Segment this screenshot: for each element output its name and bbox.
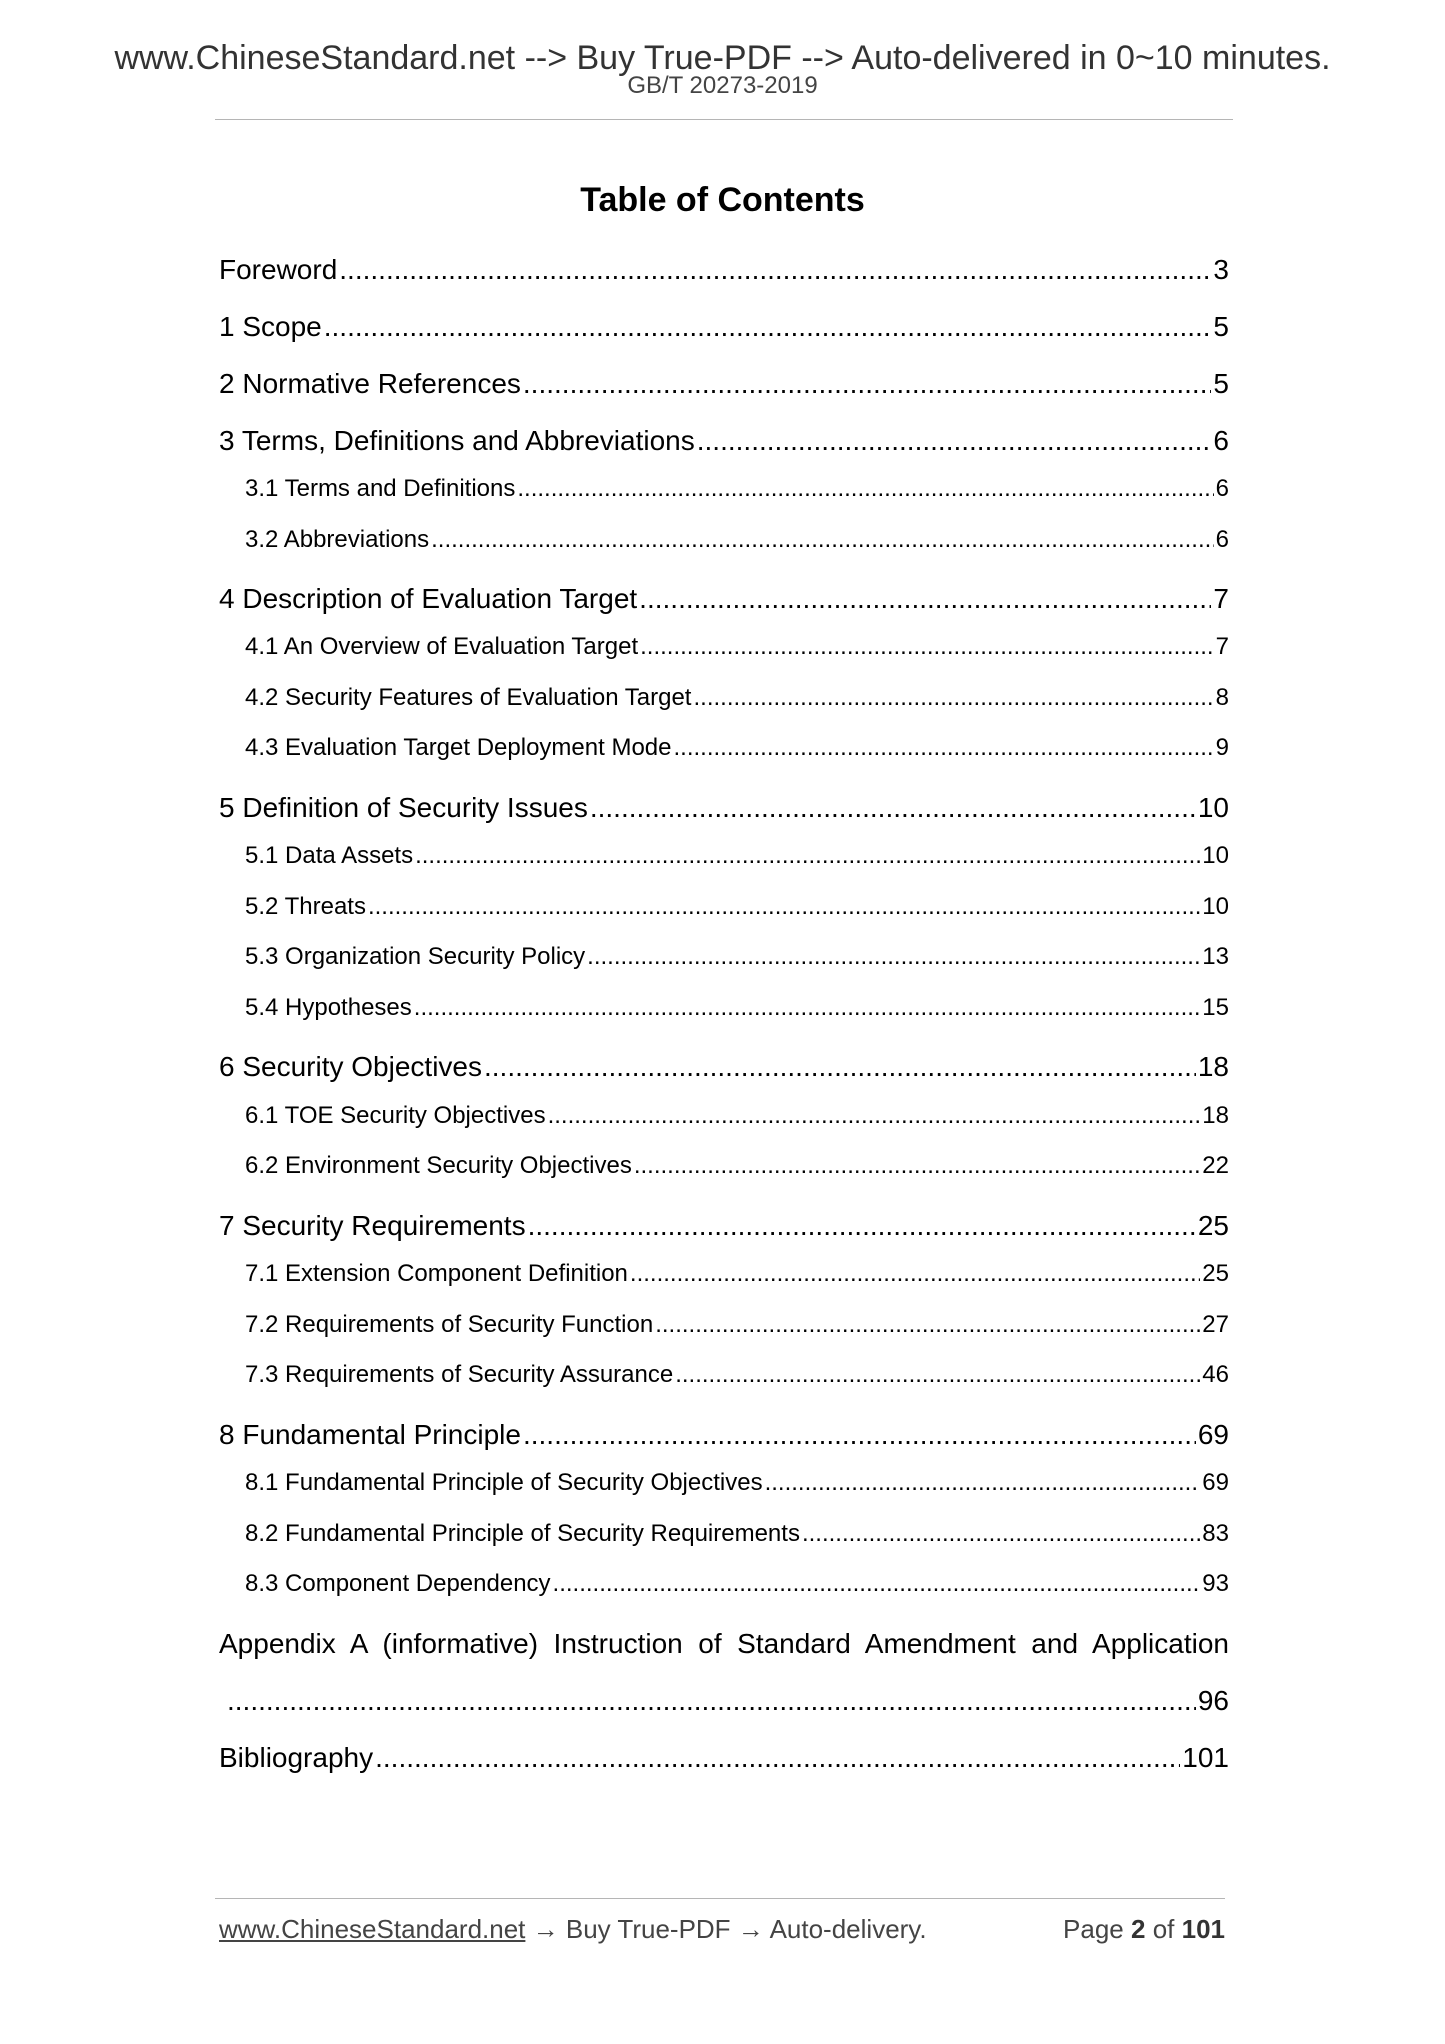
toc-entry-label: 5.2 Threats — [245, 893, 366, 920]
toc-entry-terms[interactable] — [219, 424, 1229, 458]
of-word: of — [1152, 1914, 1175, 1944]
toc-entry-appendix-continuation — [227, 1684, 1229, 1718]
toc-title: Table of Contents — [580, 181, 865, 219]
toc-entry-abbreviations[interactable] — [245, 525, 1229, 555]
toc-entry-environment-objectives[interactable] — [245, 1151, 1229, 1181]
toc-entry-deployment-mode[interactable] — [245, 733, 1229, 763]
toc-entry-label: 7.3 Requirements of Security Assurance — [245, 1361, 674, 1388]
toc-entry-evaluation-target[interactable] — [219, 582, 1229, 616]
dot-leader — [673, 733, 1213, 763]
toc-entry-data-assets[interactable] — [245, 841, 1229, 871]
toc-entry-label: 5.1 Data Assets — [245, 842, 414, 869]
toc-entry-page: 46 — [1202, 1361, 1229, 1388]
toc-entry-normative-references[interactable] — [219, 367, 1229, 401]
dot-leader — [553, 1569, 1201, 1599]
toc-entry-label: 7 Security Requirements — [219, 1210, 526, 1241]
toc-entry-security-function[interactable] — [245, 1310, 1229, 1340]
toc-entry-toe-objectives[interactable] — [245, 1101, 1229, 1131]
toc-entry-security-issues[interactable] — [219, 791, 1229, 825]
toc-entry-label: 4 Description of Evaluation Target — [219, 583, 638, 614]
toc-entry-page: 18 — [1202, 1102, 1229, 1129]
dot-leader — [523, 367, 1212, 401]
dot-leader — [324, 310, 1212, 344]
toc-entry-page: 93 — [1202, 1570, 1229, 1597]
toc-entry-label: 3.2 Abbreviations — [245, 526, 430, 553]
toc-entry-page: 6 — [1215, 475, 1229, 502]
dot-leader — [517, 474, 1213, 504]
toc-entry-label: 8.1 Fundamental Principle of Security Objectives — [245, 1469, 763, 1496]
toc-entry-page: 3 — [1213, 254, 1229, 285]
toc-entry-security-assurance[interactable] — [245, 1360, 1229, 1390]
toc-entry-page: 18 — [1197, 1051, 1229, 1082]
dot-leader — [548, 1101, 1201, 1131]
toc-entry-page: 5 — [1213, 311, 1229, 342]
dot-leader — [375, 1741, 1180, 1775]
toc-entry-security-objectives[interactable] — [219, 1050, 1229, 1084]
toc-entry-label: 7.1 Extension Component Definition — [245, 1260, 628, 1287]
site-banner: www.ChineseStandard.net --> Buy True-PDF --> Auto-delivered in 0~10 minutes. — [114, 39, 1331, 77]
toc-entry-scope[interactable] — [219, 310, 1229, 344]
toc-entry-page: 69 — [1202, 1469, 1229, 1496]
dot-leader — [587, 942, 1200, 972]
footer-divider — [215, 1898, 1225, 1899]
toc-entry-label: 4.1 An Overview of Evaluation Target — [245, 633, 639, 660]
toc-entry-page: 10 — [1197, 792, 1229, 823]
toc-entry-page: 101 — [1182, 1742, 1229, 1773]
dot-leader — [639, 582, 1211, 616]
dot-leader — [523, 1418, 1196, 1452]
dot-leader — [368, 892, 1200, 922]
toc-entry-page: 83 — [1202, 1520, 1229, 1547]
toc-entry-page: 96 — [1197, 1685, 1229, 1716]
toc-entry-label: Appendix A (informative) Instruction of Standard Amendment and Application — [219, 1628, 1229, 1659]
toc-entry-overview[interactable] — [245, 632, 1229, 662]
dot-leader — [431, 525, 1214, 555]
toc-entry-page: 13 — [1202, 943, 1229, 970]
dot-leader — [484, 1050, 1196, 1084]
dot-leader — [339, 253, 1211, 287]
toc-entry-security-requirements[interactable] — [219, 1209, 1229, 1243]
toc-entry-page: 25 — [1197, 1210, 1229, 1241]
toc-entry-extension-component[interactable] — [245, 1259, 1229, 1289]
toc-entry-page: 6 — [1215, 526, 1229, 553]
toc-entry-page: 10 — [1202, 893, 1229, 920]
toc-entry-bibliography[interactable] — [219, 1741, 1229, 1775]
toc-entry-label: 7.2 Requirements of Security Function — [245, 1311, 654, 1338]
dot-leader — [697, 424, 1212, 458]
dot-leader — [630, 1259, 1200, 1289]
toc-entry-label: Bibliography — [219, 1742, 374, 1773]
toc-entry-label: 4.2 Security Features of Evaluation Target — [245, 684, 692, 711]
toc-entry-page: 7 — [1215, 633, 1229, 660]
toc-entry-fundamental-principle[interactable] — [219, 1418, 1229, 1452]
toc-entry-label: Foreword — [219, 254, 338, 285]
toc-entry-page: 6 — [1213, 425, 1229, 456]
toc-entry-label: 8.2 Fundamental Principle of Security Requirements — [245, 1520, 800, 1547]
dot-leader — [655, 1310, 1200, 1340]
dot-leader — [675, 1360, 1200, 1390]
header-divider — [215, 119, 1233, 120]
toc-entry-label: 6 Security Objectives — [219, 1051, 482, 1082]
toc-entry-label: 4.3 Evaluation Target Deployment Mode — [245, 734, 672, 761]
toc-entry-label: 2 Normative References — [219, 368, 521, 399]
toc-entry-threats[interactable] — [245, 892, 1229, 922]
toc-entry-page: 27 — [1202, 1311, 1229, 1338]
toc-entry-hypotheses[interactable] — [245, 993, 1229, 1023]
toc-entry-page: 5 — [1213, 368, 1229, 399]
toc-entry-terms-definitions[interactable] — [245, 474, 1229, 504]
footer-site-link[interactable]: www.ChineseStandard.net — [219, 1914, 526, 1944]
toc-entry-component-dependency[interactable] — [245, 1569, 1229, 1599]
toc-entry-label: 5.3 Organization Security Policy — [245, 943, 586, 970]
current-page-number: 2 — [1130, 1914, 1146, 1944]
dot-leader — [415, 841, 1200, 871]
toc-entry-page: 9 — [1215, 734, 1229, 761]
dot-leader — [693, 683, 1213, 713]
toc-entry-principle-objectives[interactable] — [245, 1468, 1229, 1498]
toc-entry-label: 3.1 Terms and Definitions — [245, 475, 516, 502]
dot-leader — [640, 632, 1214, 662]
toc-entry-organization-policy[interactable] — [245, 942, 1229, 972]
toc-entry-label: 6.1 TOE Security Objectives — [245, 1102, 546, 1129]
dot-leader — [528, 1209, 1196, 1243]
dot-leader — [227, 1684, 1196, 1718]
toc-entry-page: 8 — [1215, 684, 1229, 711]
toc-entry-principle-requirements[interactable] — [245, 1519, 1229, 1549]
toc-entry-page: 22 — [1202, 1152, 1229, 1179]
toc-entry-foreword[interactable] — [219, 253, 1229, 287]
dot-leader — [590, 791, 1196, 825]
toc-entry-label: 8 Fundamental Principle — [219, 1419, 521, 1450]
toc-entry-label: 6.2 Environment Security Objectives — [245, 1152, 632, 1179]
toc-entry-page: 25 — [1202, 1260, 1229, 1287]
page-word: Page — [1063, 1914, 1124, 1944]
toc-entry-label: 5 Definition of Security Issues — [219, 792, 588, 823]
toc-entry-page: 7 — [1213, 583, 1229, 614]
page-footer — [219, 1912, 1225, 1946]
dot-leader — [634, 1151, 1200, 1181]
toc-entry-label: 5.4 Hypotheses — [245, 994, 412, 1021]
toc-entry-page: 10 — [1202, 842, 1229, 869]
toc-entry-label: 1 Scope — [219, 311, 322, 342]
dot-leader — [802, 1519, 1200, 1549]
footer-delivery-text: → Buy True-PDF → Auto-delivery. — [525, 1914, 927, 1944]
toc-entry-label: 8.3 Component Dependency — [245, 1570, 551, 1597]
page-indicator — [1063, 1912, 1225, 1946]
toc-entry-security-features[interactable] — [245, 683, 1229, 713]
dot-leader — [414, 993, 1201, 1023]
dot-leader — [765, 1468, 1201, 1498]
standard-code: GB/T 20273-2019 — [627, 72, 818, 99]
total-page-count: 101 — [1181, 1914, 1225, 1944]
toc-entry-page: 15 — [1202, 994, 1229, 1021]
toc-entry-label: 3 Terms, Definitions and Abbreviations — [219, 425, 695, 456]
toc-entry-page: 69 — [1197, 1419, 1229, 1450]
